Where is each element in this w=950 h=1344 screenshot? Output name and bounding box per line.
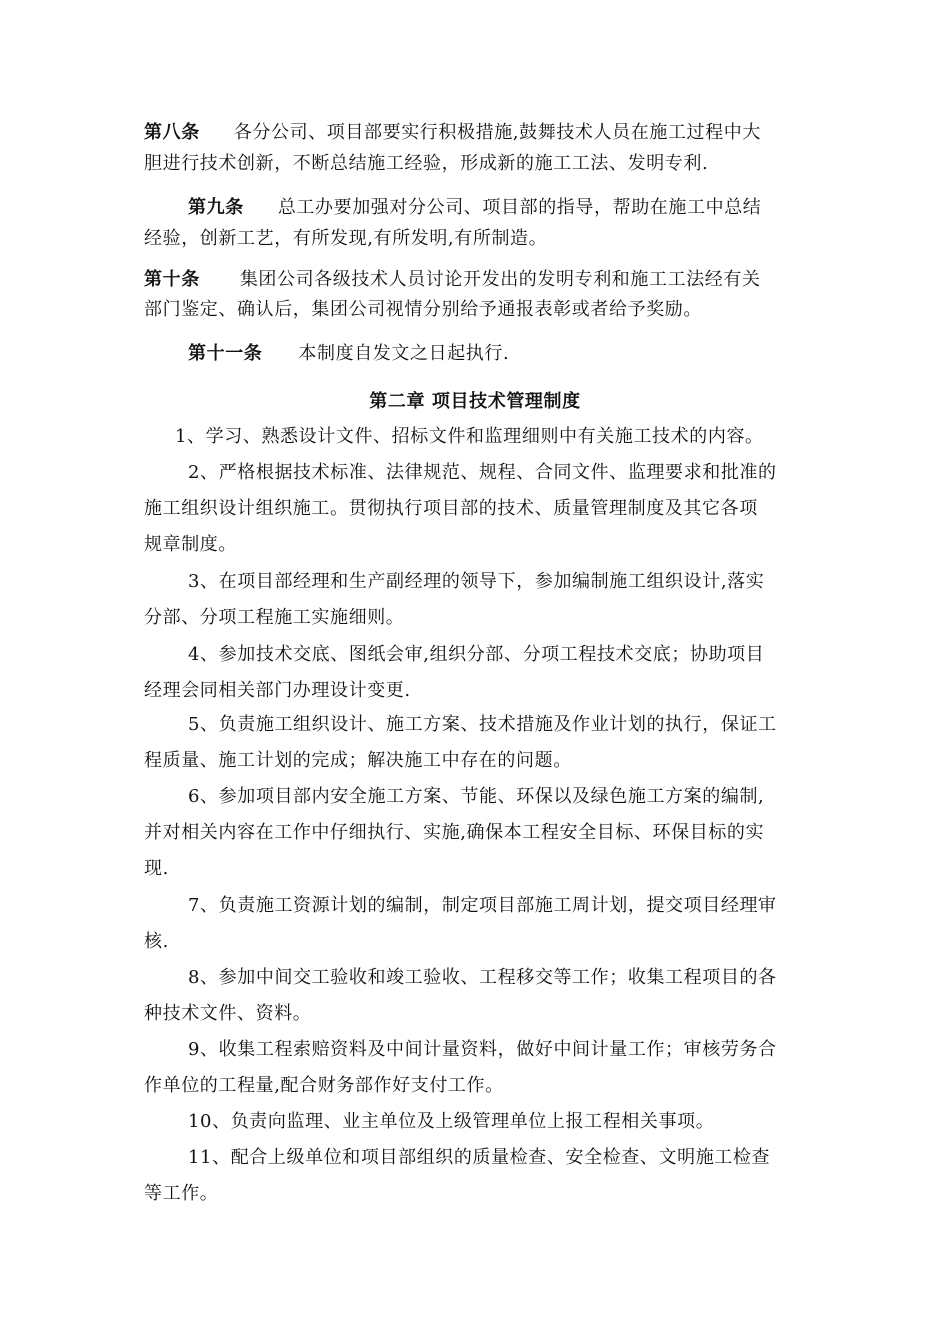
- article-9-label: 第九条: [188, 197, 244, 218]
- article-9-line-2: 经验，创新工艺，有所发现,有所发明,有所制造。: [144, 228, 548, 249]
- article-8-line-1: [144, 121, 761, 145]
- item-7-line-1: 7、负责施工资源计划的编制，制定项目部施工周计划，提交项目经理审: [188, 895, 777, 916]
- article-9-line-1: [188, 196, 761, 220]
- article-8-text: 各分公司、项目部要实行积极措施,鼓舞技术人员在施工过程中大: [233, 122, 761, 143]
- item-10-line-1: 10、负责向监理、业主单位及上级管理单位上报工程相关事项。: [188, 1111, 715, 1132]
- article-11-text: 本制度自发文之日起执行.: [298, 343, 510, 364]
- article-11-label: 第十一条: [188, 343, 263, 364]
- item-2-line-3: 规章制度。: [144, 534, 237, 555]
- article-8-line-2: 胆进行技术创新，不断总结施工经验，形成新的施工工法、发明专利.: [144, 153, 709, 174]
- item-2-line-1: 2、严格根据技术标准、法律规范、规程、合同文件、监理要求和批准的: [188, 462, 777, 483]
- item-9-line-1: 9、收集工程索赔资料及中间计量资料，做好中间计量工作；审核劳务合: [188, 1039, 777, 1060]
- article-11-line-1: [188, 342, 509, 366]
- item-6-line-3: 现.: [144, 858, 169, 879]
- item-4-line-2: 经理会同相关部门办理设计变更.: [144, 680, 411, 701]
- article-8-label: 第八条: [144, 122, 200, 143]
- article-10-line-1: [144, 268, 761, 292]
- item-8-line-1: 8、参加中间交工验收和竣工验收、工程移交等工作；收集工程项目的各: [188, 967, 777, 988]
- item-2-line-2: 施工组织设计组织施工。贯彻执行项目部的技术、质量管理制度及其它各项: [144, 498, 758, 519]
- item-7-line-2: 核.: [144, 931, 169, 952]
- item-3-line-2: 分部、分项工程施工实施细则。: [144, 607, 405, 628]
- item-4-line-1: 4、参加技术交底、图纸会审,组织分部、分项工程技术交底；协助项目: [188, 644, 765, 665]
- item-6-line-2: 并对相关内容在工作中仔细执行、实施,确保本工程安全目标、环保目标的实: [144, 822, 765, 843]
- item-5-line-1: 5、负责施工组织设计、施工方案、技术措施及作业计划的执行，保证工: [188, 714, 777, 735]
- item-5-line-2: 程质量、施工计划的完成；解决施工中存在的问题。: [144, 750, 572, 771]
- item-11-line-2: 等工作。: [144, 1183, 219, 1204]
- chapter-title: 第二章 项目技术管理制度: [369, 391, 581, 412]
- article-10-line-2: 部门鉴定、确认后，集团公司视情分别给予通报表彰或者给予奖励。: [144, 299, 702, 320]
- article-9-text: 总工办要加强对分公司、项目部的指导，帮助在施工中总结: [277, 197, 762, 218]
- item-8-line-2: 种技术文件、资料。: [144, 1003, 312, 1024]
- item-6-line-1: 6、参加项目部内安全施工方案、节能、环保以及绿色施工方案的编制,: [188, 786, 765, 807]
- item-9-line-2: 作单位的工程量,配合财务部作好支付工作。: [144, 1075, 504, 1096]
- item-11-line-1: 11、配合上级单位和项目部组织的质量检查、安全检查、文明施工检查: [188, 1147, 771, 1168]
- item-1-line-1: 1、学习、熟悉设计文件、招标文件和监理细则中有关施工技术的内容。: [175, 426, 764, 447]
- item-3-line-1: 3、在项目部经理和生产副经理的领导下，参加编制施工组织设计,落实: [188, 571, 765, 592]
- article-10-label: 第十条: [144, 269, 200, 290]
- article-10-text: 集团公司各级技术人员讨论开发出的发明专利和施工工法经有关: [239, 269, 761, 290]
